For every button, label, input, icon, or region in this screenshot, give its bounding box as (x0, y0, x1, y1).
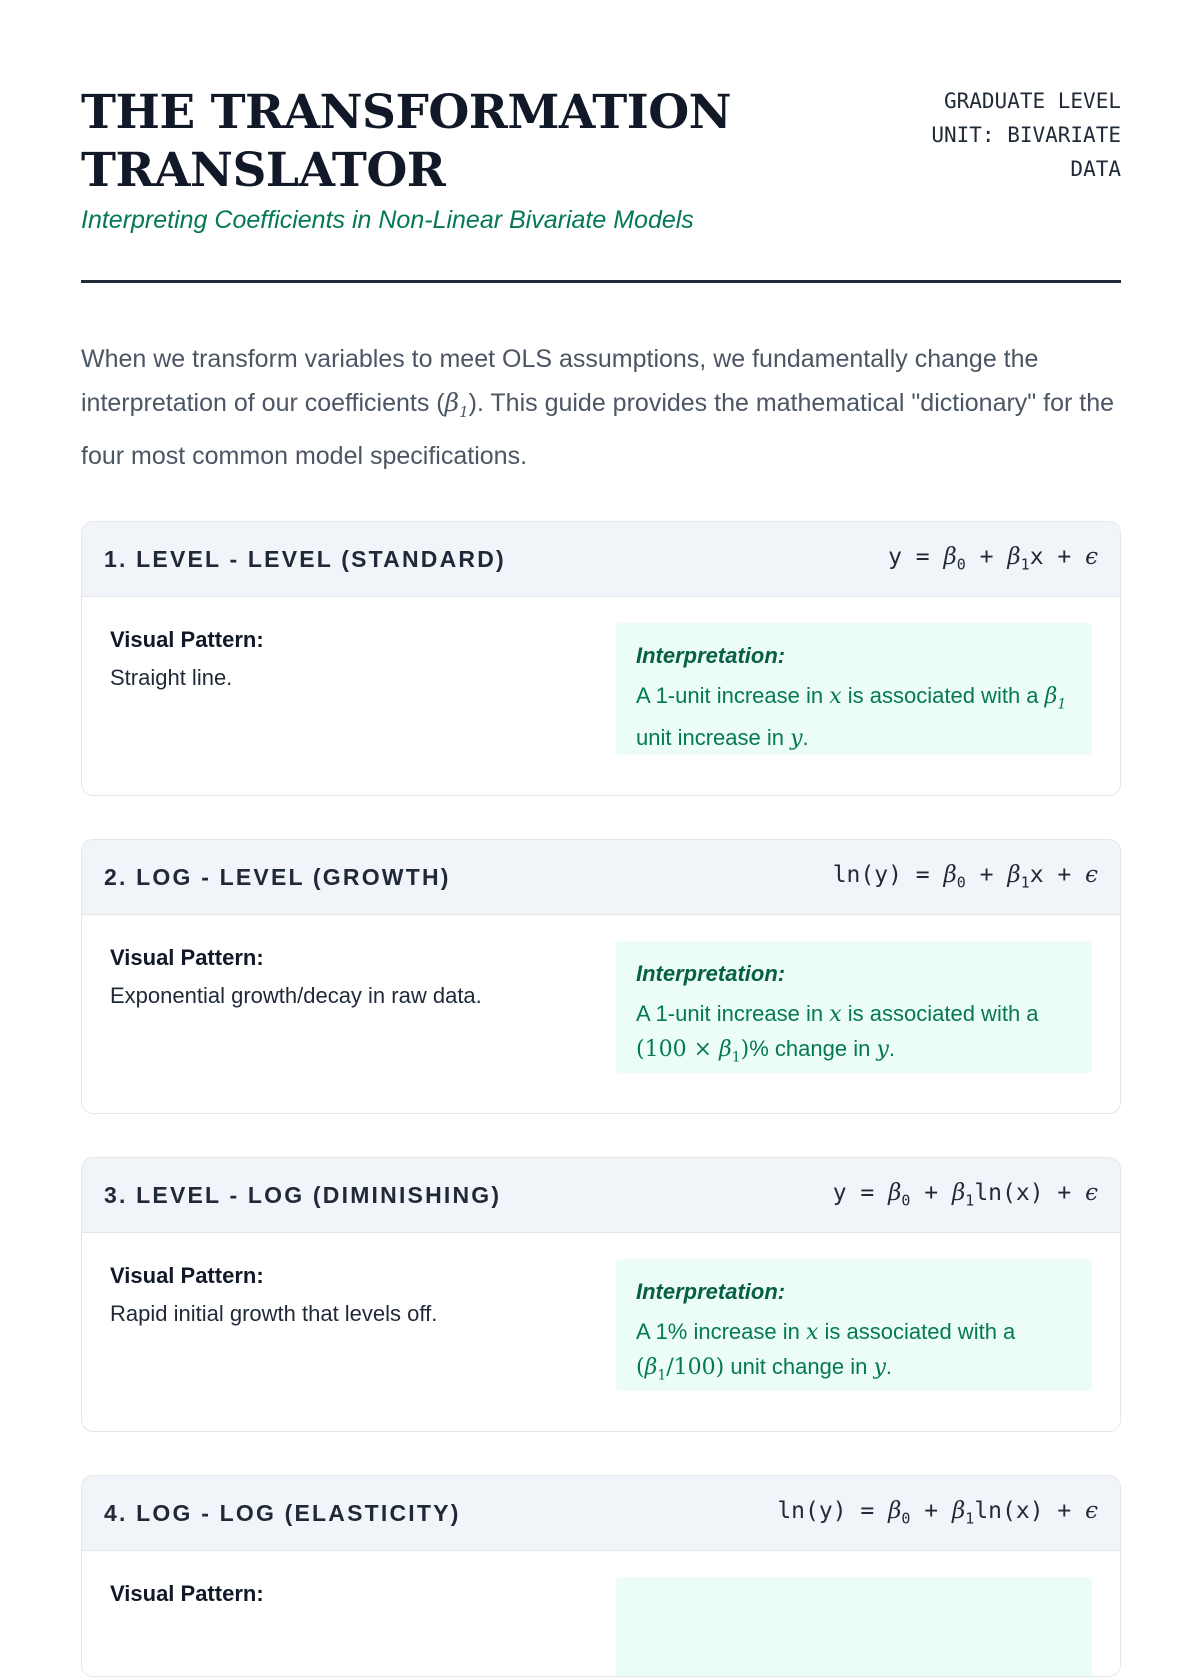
title-line-2: TRANSLATOR (81, 143, 446, 198)
interpretation-text: A 1-unit increase in x is associated with a $(100 \times \beta_1)\%$ change in y. (636, 1001, 1039, 1066)
card-body (82, 1233, 1120, 1431)
visual-pattern-label: Visual Pattern: (110, 627, 264, 652)
visual-pattern-text: Rapid initial growth that levels off. (110, 1301, 438, 1326)
card-header (82, 522, 1120, 597)
card-formula: $y = \beta_0 + \beta_1x + \epsilon$ (888, 544, 1098, 574)
interpretation-box (616, 623, 1092, 755)
intro-paragraph (81, 337, 1121, 478)
header (81, 84, 1121, 235)
beta-symbol: $\beta_1$ (444, 388, 469, 421)
card-header (82, 1476, 1120, 1551)
card-title: 4. LOG - LOG (ELASTICITY) (104, 1499, 461, 1526)
card-formula: $\ln(y) = \beta_0 + \beta_1\ln(x) + \epsilon$ (777, 1498, 1098, 1528)
visual-pattern-label: Visual Pattern: (110, 945, 264, 970)
interpretation-box (616, 1577, 1092, 1677)
model-card-level-level (81, 521, 1121, 796)
interpretation-label: Interpretation: (636, 643, 786, 668)
card-title: 3. LEVEL - LOG (DIMINISHING) (104, 1181, 502, 1208)
visual-pattern-label: Visual Pattern: (110, 1581, 264, 1606)
interpretation-box (616, 1259, 1092, 1391)
card-header (82, 1158, 1120, 1233)
header-divider (81, 280, 1121, 283)
unit-label: UNIT: BIVARIATE DATA (931, 123, 1121, 181)
visual-pattern (110, 1263, 570, 1327)
title-line-1: THE TRANSFORMATION (81, 85, 732, 140)
visual-pattern-label: Visual Pattern: (110, 1263, 264, 1288)
card-formula: $\ln(y) = \beta_0 + \beta_1x + \epsilon$ (832, 862, 1098, 892)
page-title (81, 84, 781, 200)
model-card-log-log (81, 1475, 1121, 1677)
meta-info (901, 84, 1121, 186)
card-body (82, 1551, 1120, 1677)
card-body (82, 597, 1120, 795)
interpretation-label: Interpretation: (636, 961, 786, 986)
visual-pattern (110, 945, 570, 1009)
visual-pattern-text: Straight line. (110, 665, 233, 690)
interpretation-box (616, 941, 1092, 1073)
visual-pattern (110, 627, 570, 691)
page-subtitle: Interpreting Coefficients in Non-Linear Bivariate Models (81, 206, 694, 234)
card-header (82, 840, 1120, 915)
interpretation-text: A 1% increase in x is associated with a $(\beta_1/100)$ unit change in y. (636, 1319, 1016, 1384)
interpretation-text: A 1-unit increase in x is associated with a $\beta_1$ unit increase in y. (636, 683, 1067, 752)
model-card-log-level (81, 839, 1121, 1114)
interpretation-label: Interpretation: (636, 1279, 786, 1304)
card-title: 2. LOG - LEVEL (GROWTH) (104, 863, 451, 890)
intro-text-1: When we transform variables to meet OLS assumptions, we fundamentally change the interpretation of our coefficients ( (81, 345, 1039, 417)
card-title: 1. LEVEL - LEVEL (STANDARD) (104, 545, 506, 572)
visual-pattern (110, 1581, 570, 1607)
intro-text-2: ). This guide provides the mathematical "dictionary" for the four most common model specifications. (81, 389, 1114, 470)
card-body (82, 915, 1120, 1113)
level-label: GRADUATE LEVEL (943, 89, 1121, 113)
model-card-level-log (81, 1157, 1121, 1432)
visual-pattern-text: Exponential growth/decay in raw data. (110, 983, 482, 1008)
card-formula: $y = \beta_0 + \beta_1\ln(x) + \epsilon$ (832, 1180, 1098, 1210)
